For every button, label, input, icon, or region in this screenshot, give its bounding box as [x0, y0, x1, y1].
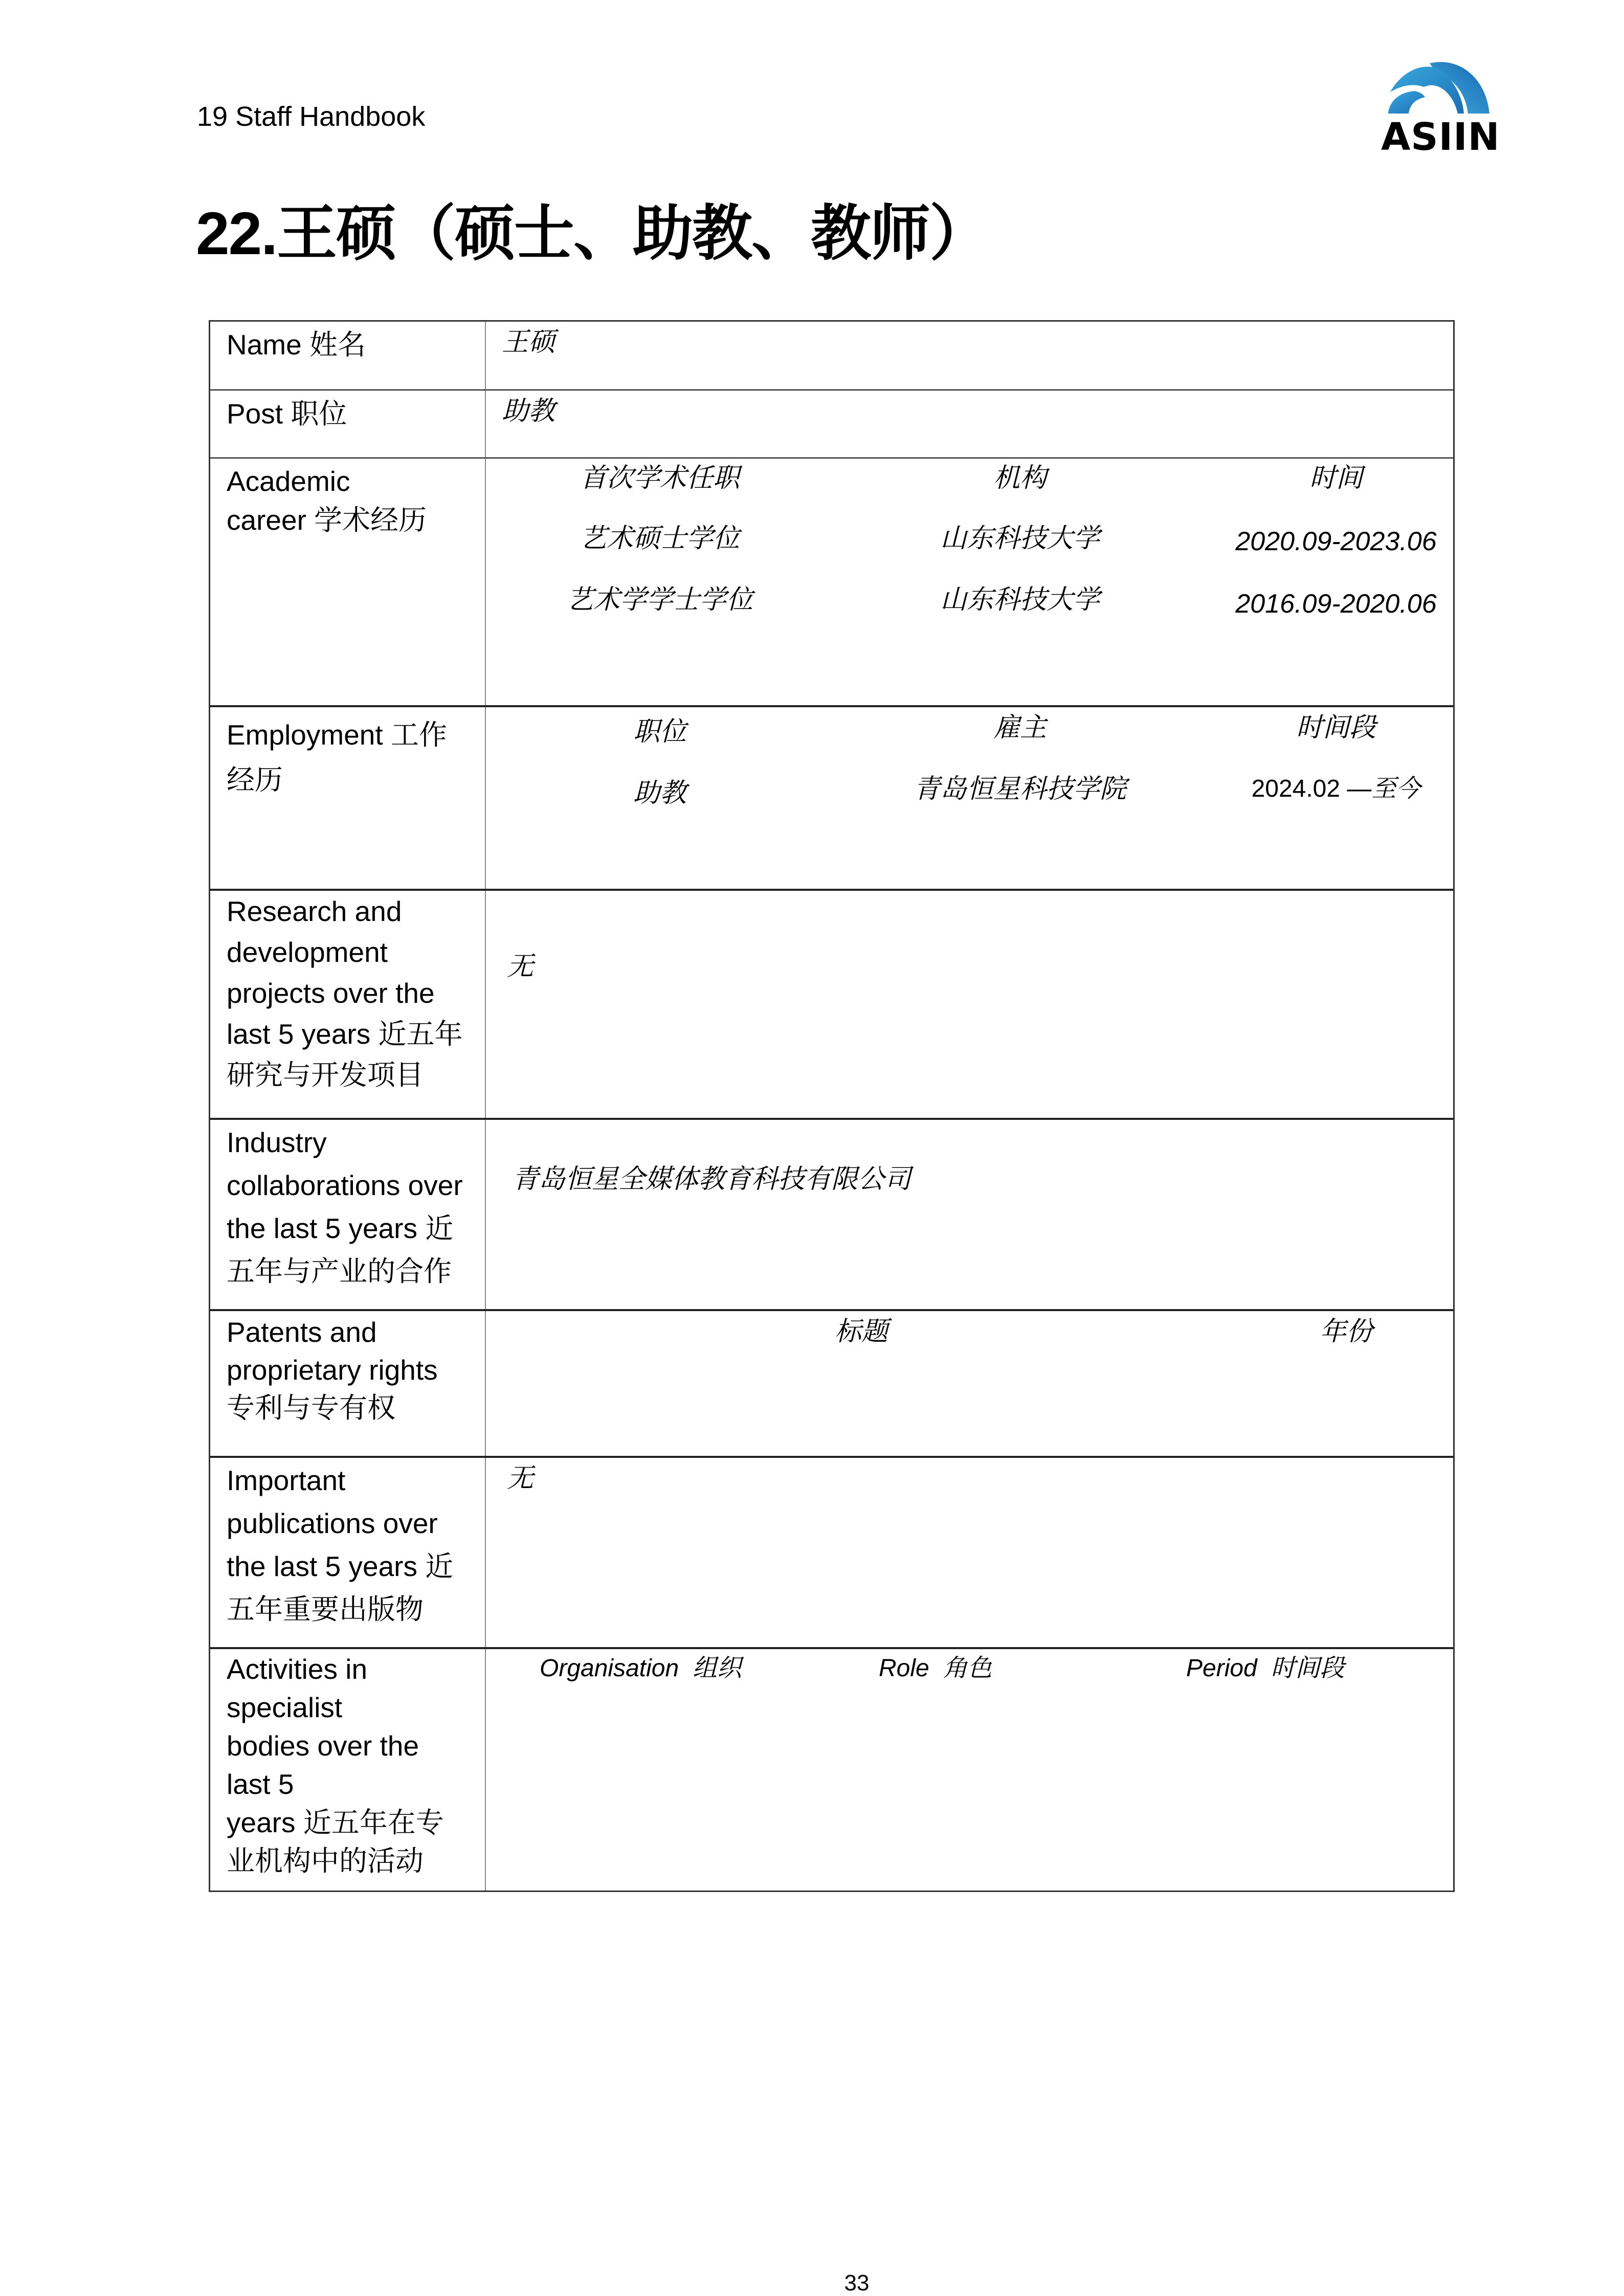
- label-line: collaborations over: [227, 1169, 463, 1201]
- label-line: 业机构中的活动: [227, 1845, 424, 1877]
- employment-employer: 青岛恒星科技学院: [913, 774, 1127, 804]
- post-value: 助教: [502, 396, 555, 426]
- row-label: [227, 1313, 477, 1427]
- label-line: specialist: [227, 1692, 343, 1723]
- logo-arch-icon: [1381, 56, 1499, 118]
- label-line: Research and: [227, 895, 402, 927]
- staff-profile-table: [209, 320, 1455, 1892]
- row-label: [227, 462, 477, 539]
- label-line: development: [227, 936, 388, 968]
- table-row-employment: [210, 705, 1453, 889]
- table-row-research: [210, 889, 1453, 1118]
- label-line: publications over: [227, 1507, 438, 1539]
- table-row-academic-career: [210, 457, 1453, 705]
- logo-wordmark: ASIIN: [1381, 115, 1500, 159]
- table-row-activities: [210, 1647, 1453, 1892]
- row-label: [227, 1459, 477, 1631]
- label-line: 五年重要出版物: [227, 1593, 424, 1625]
- academic-degree: 艺术硕士学位: [580, 524, 740, 553]
- row-label: [227, 1650, 477, 1880]
- column-header: 首次学术任职: [580, 463, 740, 493]
- row-label: [227, 891, 477, 1095]
- row-label: Post 职位: [227, 398, 347, 430]
- table-row-name: [210, 322, 1453, 389]
- academic-institution: 山东科技大学: [940, 585, 1100, 615]
- label-line: the last 5 years 近: [227, 1550, 454, 1582]
- column-header: 时间段: [1296, 713, 1376, 742]
- academic-degree: 艺术学学士学位: [566, 585, 753, 615]
- page-title: 22.王硕（硕士、助教、教师）: [196, 200, 989, 267]
- table-row-industry: [210, 1118, 1453, 1309]
- employment-position: 助教: [633, 778, 687, 808]
- academic-period: 2020.09-2023.06: [1235, 527, 1437, 556]
- row-label: [227, 712, 477, 802]
- row-label: Name 姓名: [227, 329, 366, 361]
- label-line: years 近五年在专: [227, 1807, 444, 1838]
- period-end: —至今: [1347, 775, 1421, 802]
- column-header: 机构: [993, 463, 1047, 493]
- table-row-post: [210, 389, 1453, 457]
- table-row-patents: [210, 1309, 1453, 1456]
- column-header: 标题: [834, 1317, 888, 1346]
- label-line: Academic: [227, 465, 350, 497]
- label-line: Patents and: [227, 1316, 377, 1348]
- employment-period: [1252, 773, 1421, 805]
- label-line: proprietary rights: [227, 1354, 438, 1386]
- column-header: Role 角色: [879, 1655, 992, 1682]
- label-line: the last 5 years 近: [227, 1212, 454, 1244]
- label-line: last 5 years 近五年: [227, 1018, 463, 1050]
- page-number: 33: [844, 2270, 870, 2295]
- column-header: 职位: [633, 717, 687, 747]
- column-header: 雇主: [993, 713, 1047, 742]
- label-line: 研究与开发项目: [227, 1059, 424, 1091]
- label-line: career 学术经历: [227, 504, 427, 536]
- name-value: 王硕: [502, 327, 555, 357]
- column-header: Period 时间段: [1186, 1655, 1345, 1682]
- column-header: 时间: [1309, 463, 1363, 493]
- row-label: [227, 1121, 477, 1293]
- publications-value: 无: [507, 1464, 534, 1493]
- document-header-title: 19 Staff Handbook: [197, 101, 426, 132]
- label-line: Employment 工作: [227, 719, 447, 751]
- academic-period: 2016.09-2020.06: [1235, 589, 1437, 619]
- label-line: projects over the: [227, 977, 435, 1009]
- label-line: last 5: [227, 1768, 294, 1800]
- column-header: 年份: [1319, 1317, 1373, 1346]
- label-line: Important: [227, 1465, 346, 1496]
- label-line: bodies over the: [227, 1730, 419, 1762]
- label-line: 专利与专有权: [227, 1392, 396, 1424]
- industry-value: 青岛恒星全媒体教育科技有限公司: [512, 1164, 911, 1194]
- period-start: 2024.02: [1251, 775, 1341, 802]
- column-header: Organisation 组织: [540, 1655, 742, 1682]
- label-line: 经历: [227, 764, 283, 796]
- research-value: 无: [507, 952, 534, 981]
- label-line: Activities in: [227, 1653, 368, 1685]
- asiin-logo: [1381, 56, 1499, 159]
- label-line: Industry: [227, 1127, 327, 1158]
- academic-institution: 山东科技大学: [940, 524, 1100, 553]
- label-line: 五年与产业的合作: [227, 1255, 452, 1287]
- table-row-publications: [210, 1456, 1453, 1647]
